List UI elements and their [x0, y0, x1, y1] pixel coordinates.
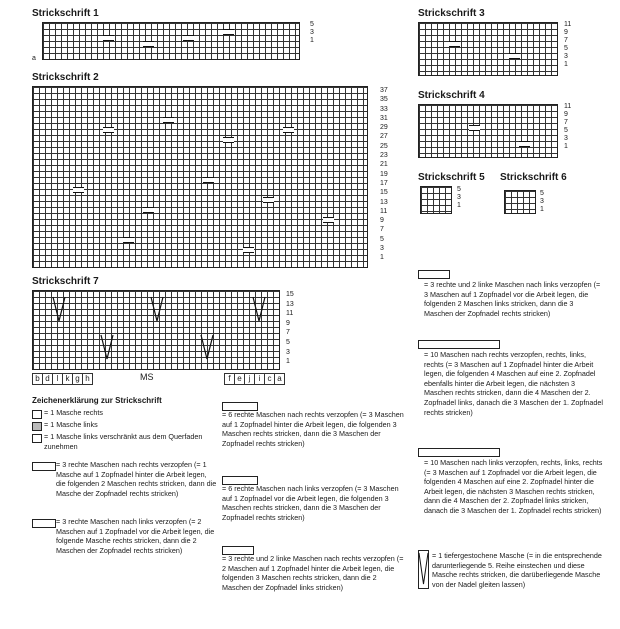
chart-7-row-numbers: 15 13 11 9 7 5 3 1 [286, 291, 294, 366]
legend-increase: = 1 Masche links verschränkt aus dem Querfaden zunehmen [44, 432, 203, 451]
cable-3-left-symbol [32, 519, 56, 528]
legend-cable-3-right: = 3 rechte Maschen nach rechts verzopfen (= 1 Masche auf 1 Zopfnadel hinter die Arbeit legen, die folgenden 2 Maschen rechts stricken, dann die Masche der Zopfnadel rechts stricken) [56, 460, 217, 498]
chart-3-grid [418, 22, 558, 76]
chart-6-grid [504, 190, 536, 214]
purl-symbol [32, 422, 42, 431]
chart-5-row-numbers: 5 3 1 [457, 186, 461, 209]
chart-1-title: Strickschrift 1 [32, 8, 99, 19]
chart-7-title: Strickschrift 7 [32, 276, 99, 287]
legend-slip-stitch: = 1 tiefergestochene Masche (= in die entsprechende darunterliegende 5. Reihe einstechen und diese Masche rechts stricken, die darüberliegende Masche von der Nadel gleiten lassen) [432, 551, 602, 589]
slip-stitch-symbol [418, 550, 430, 590]
chart-1-a-label: a [32, 55, 36, 62]
cable-10-right-symbol [418, 340, 500, 349]
chart-1-row-numbers: 5 3 1 [310, 21, 314, 44]
legend-purl: = 1 Masche links [44, 420, 98, 429]
chart-3-title: Strickschrift 3 [418, 8, 485, 19]
chart-5-grid [420, 186, 452, 214]
chart-7-ms-label: MS [140, 372, 154, 382]
chart-6-title: Strickschrift 6 [500, 172, 567, 183]
cable-3-right-symbol [32, 462, 56, 471]
legend-cable-6-right: = 6 rechte Maschen nach rechts verzopfen (= 3 Maschen auf 1 Zopfnadel hinter die Arbeit legen, die folgenden 3 Maschen rechts stricken, dann die 3 Maschen der Zopfnadel rechts stricken) [222, 410, 404, 448]
knit-symbol [32, 410, 42, 419]
cable-10-left-symbol [418, 448, 500, 457]
chart-2-row-numbers: 37 35 33 31 29 27 25 23 21 19 17 15 13 11 9 7 5 3 1 [380, 87, 388, 262]
chart-4-row-numbers: 11 9 7 5 3 1 [564, 103, 572, 150]
chart-1-grid [42, 22, 300, 60]
chart-2-title: Strickschrift 2 [32, 72, 99, 83]
cable-3-2-left-symbol [418, 270, 450, 279]
chart-7-grid [32, 290, 280, 370]
chart-2-grid [32, 86, 368, 268]
increase-symbol [32, 434, 42, 443]
slip-stitch-marks [33, 291, 279, 369]
legend-title: Zeichenerklärung zur Strickschrift [32, 396, 162, 405]
chart-3-row-numbers: 11 9 7 5 3 1 [564, 21, 572, 68]
chart-7-right-letters: f e j i c a [224, 373, 284, 385]
chart-6-row-numbers: 5 3 1 [540, 190, 544, 213]
chart-4-title: Strickschrift 4 [418, 90, 485, 101]
legend-cable-10-left: = 10 Maschen nach links verzopfen, rechts, links, rechts (= 3 Maschen auf 1 Zopfnadel vor die Arbeit legen, die folgenden 4 Maschen auf eine 2. Zopfnadel hinter die Arbeit legen, die nächsten 3 Maschen rechts stricken, dann die 4 Maschen der 2. Zopfnadel links stricken, danach die 3 Maschen der 1. Zopfnadel rechts stricken) [424, 458, 603, 515]
legend-cable-3-2-left: = 3 rechte und 2 linke Maschen nach links verzopfen (= 3 Maschen auf 1 Zopfnadel vor die Arbeit legen, die folgenden 2 Maschen links stricken, dann die 3 Maschen der Zopfnadel rechts stricken) [424, 280, 601, 318]
chart-4-grid [418, 104, 558, 158]
legend-knit: = 1 Masche rechts [44, 408, 103, 417]
legend-cable-10-right: = 10 Maschen nach rechts verzopfen, rechts, links, rechts (= 3 Maschen auf 1 Zopfnadel hinter die Arbeit legen, die folgenden 4 Maschen auf eine 2. Zopfnadel ebenfalls hinter die Arbeit legen, die nächsten 3 Maschen rechts stricken, dann die 4 Maschen der 2. Zopfnadel links, danach die 3 Maschen der 1. Zopfnadel rechts stricken) [424, 350, 604, 417]
legend-cable-3-2-right: = 3 rechte und 2 linke Maschen nach rechts verzopfen (= 2 Maschen auf 1 Zopfnadel hinter die Arbeit legen, die folgenden 3 Maschen rechts stricken, dann die 2 Maschen der Zopfnadel links stricken) [222, 554, 404, 592]
legend-cable-3-left: = 3 rechte Maschen nach links verzopfen (= 2 Maschen auf 1 Zopfnadel vor die Arbeit legen, die folgende Masche rechts stricken, dann die 2 Maschen der Zopfnadel rechts stricken) [56, 517, 215, 555]
legend-cable-6-left: = 6 rechte Maschen nach links verzopfen (= 3 Maschen auf 1 Zopfnadel vor die Arbeit legen, die folgenden 3 Maschen rechts stricken, dann die 3 Maschen der Zopfnadel rechts stricken) [222, 484, 399, 522]
chart-7-left-letters: b d l k g h [32, 373, 92, 385]
chart-5-title: Strickschrift 5 [418, 172, 485, 183]
